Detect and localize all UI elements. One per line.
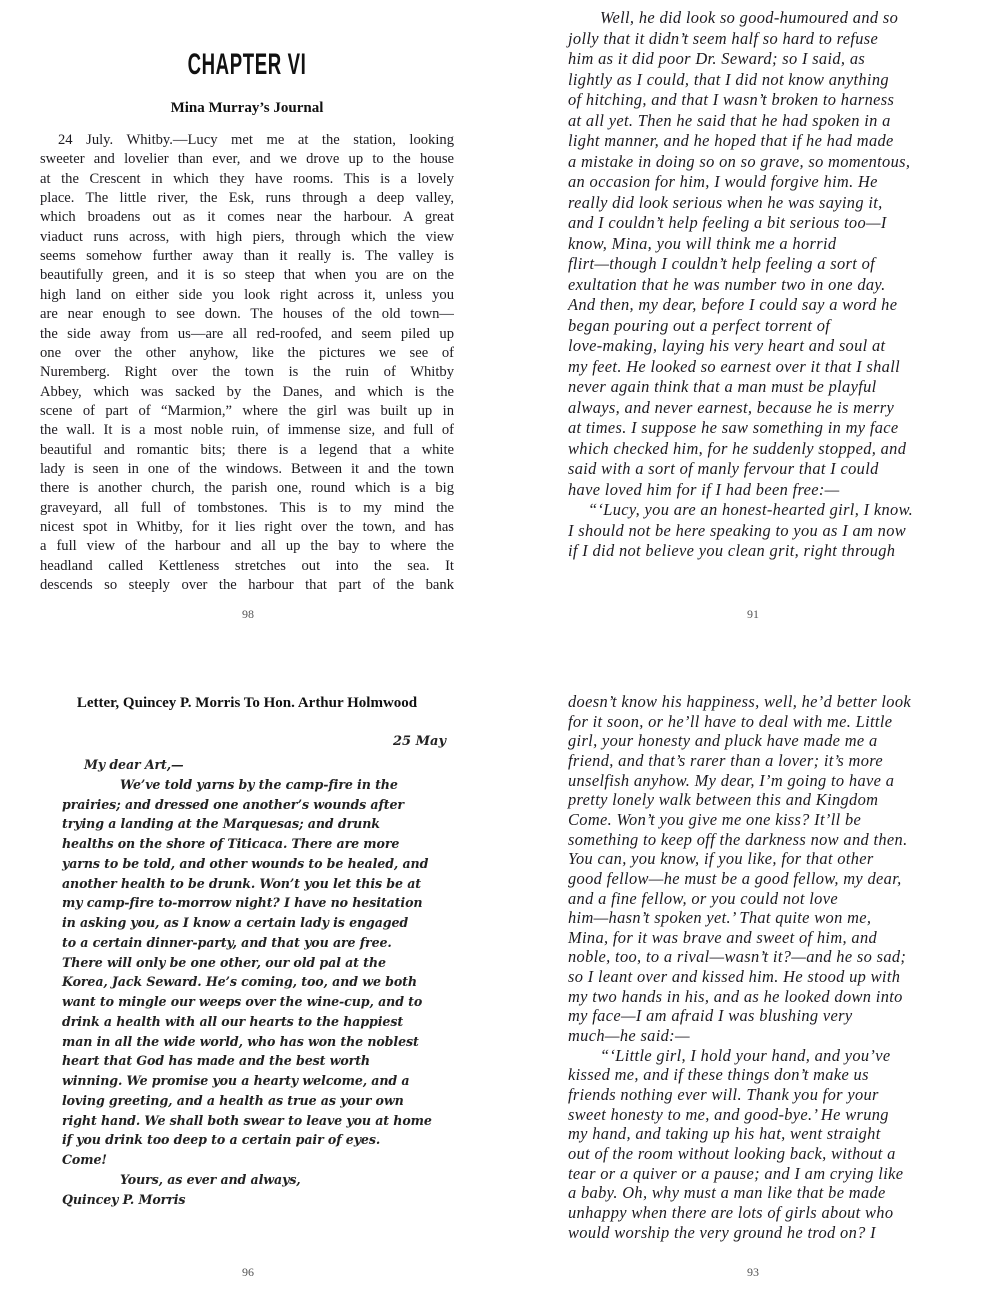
text-line: at times. I suppose he saw something in my face [568,418,899,437]
text-line: would worship the very ground he trod on? I [568,1222,876,1242]
letter-date: 25 May [393,734,446,749]
text-line: which broadens out as it comes near the harbour. A great [40,209,454,226]
page-number: 91 [747,607,759,621]
text-line: him—hasn’t spoken yet.’ That quite won me, [568,908,872,928]
text-line: if I did not believe you clean grit, right through [568,541,896,560]
text-line: a baby. Oh, why must a man like that be made [568,1183,886,1203]
text-line: There will only be one other, our old pal at the [62,954,386,970]
text-line: said with a sort of manly fervour that I could [568,459,879,478]
text-line: another health to be drunk. Won’t you let this be at [62,875,421,891]
text-line: of hitching, and that I wasn’t broken to harness [568,90,895,109]
text-line: loving greeting, and a health as true as your own [62,1092,404,1108]
text-line: lightly as I could, that I did not know anything [568,69,889,89]
text-line: beautifully green, and it is so steep that when you are on the [40,267,454,284]
text-line: heart that God has made and the best worth [62,1053,370,1069]
text-line: winning. We promise you a hearty welcome, and a [62,1073,410,1088]
text-line: drink a health with all our hearts to the happiest [62,1013,404,1029]
text-line: descends so steeply over the harbour that part of the bank [40,577,454,594]
text-line: jolly that it didn’t seem half so hard to refuse [568,28,879,48]
text-line: always, and never earnest, because he is merry [568,397,895,417]
text-line: man in all the wide world, who has won the noblest [62,1033,419,1049]
text-line: doesn’t know his happiness, well, he’d better look [568,692,911,711]
text-line: high land on either side you look right across it, unless you [40,286,454,303]
text-line: My dear Art,— [84,757,184,772]
text-line: unhappy when there are lots of girls about who [568,1202,894,1222]
text-line: my hand, and taking up his hat, went straight [568,1124,881,1144]
page-91 [568,0,948,640]
text-line: in asking you, as I know a certain lady is engaged [62,915,409,930]
text-line: nicest spot in Whitby, for it lies right over the town, and has [40,519,454,535]
text-line: something to keep off the darkness now and then. [568,829,908,849]
text-line: good fellow—he must be a good fellow, my dear, [568,868,902,888]
text-line: for it soon, or he’ll have to deal with me. Little [568,711,893,731]
text-line: Nuremberg. Right over the town is the ruin of Whitby [40,364,454,381]
text-line: Mina, for it was brave and sweet of him, and [568,927,878,947]
text-line: Quincey P. Morris [62,1191,186,1207]
text-line: headland called Kettleness stretches out into the sea. It [40,557,454,574]
text-line: know, Mina, you will think me a horrid [568,233,837,253]
text-line: really did look serious when he was saying it, [568,192,883,212]
text-line: pretty lonely walk between this and Kingdom [568,790,879,810]
text-line: have loved him for if I had been free:— [568,479,840,499]
text-line: yarns to be told, and other wounds to be healed, and [62,855,429,871]
text-line: him as it did poor Dr. Seward; so I said, as [568,49,866,68]
text-line: at the Crescent in which they have rooms. This is a lovely [40,170,454,187]
text-line: sweet honesty to me, and good-bye.’ He wrung [568,1104,889,1124]
page-93 [568,680,948,1291]
text-line: “‘Lucy, you are an honest-hearted girl, I know. [588,500,914,519]
text-line: love-making, laying his very heart and soul at [568,336,886,355]
text-line: flirt—though I couldn’t help feeling a sort of [568,254,876,273]
text-line: kissed me, and if these things don’t make us [568,1065,869,1085]
page-number: 96 [242,1265,254,1279]
text-line: graveyard, all full of tombstones. This is to my mind the [40,499,454,516]
text-line: 24 July. Whitby.—Lucy met me at the station, looking [58,132,454,148]
text-line: viaduct runs across, with high piers, through which the view [40,228,454,245]
text-line: out of the room without looking back, without a [568,1143,896,1163]
text-line: my feet. He looked so earnest over it that I shall [568,356,901,376]
text-line: beautiful and romantic bits; there is a legend that a white [40,441,454,458]
text-line: my camp-fire to-morrow night? I have no hesitation [62,895,423,911]
text-line: tear or a quiver or a pause; and I am crying like [568,1163,904,1183]
text-line: Come. Won’t you give me one kiss? It’ll be [568,809,862,829]
text-line: Well, he did look so good-humoured and so [600,8,899,27]
text-line: And then, my dear, before I could say a word he [568,295,898,314]
letter-heading: Letter, Quincey P. Morris To Hon. Arthur Holmwood [76,695,418,711]
text-line: “‘Little girl, I hold your hand, and you’ve [600,1045,891,1065]
text-line: Yours, as ever and always, [120,1171,301,1187]
text-line: if you drink too deep to a certain pair of eyes. [62,1132,381,1148]
text-line: seems somehow further away than it really is. The valley is [40,248,454,265]
text-line: there is another church, the parish one, round which is a big [40,480,454,497]
text-line: Korea, Jack Seward. He’s coming, too, and we both [62,974,417,990]
text-line: Abbey, which was sacked by the Danes, and which is the [40,383,454,400]
text-line: my two hands in his, and as he looked down into [568,986,903,1006]
text-line: friend, and that’s rarer than a lover; it’s more [568,750,884,770]
text-line: want to mingle our weeps over the wine-cup, and to [62,994,423,1009]
section-heading: Mina Murray’s Journal [170,100,324,116]
text-line: sweeter and lovelier than ever, and we drove up to the house [40,151,454,168]
text-line: We’ve told yarns by the camp-fire in the [120,776,398,792]
text-line: I should not be here speaking to you as I am now [568,520,907,540]
text-line: girl, your honesty and pluck have made me a [568,731,878,751]
text-line: healths on the shore of Titicaca. There are more [62,836,400,851]
text-line: and a fine fellow, or you could not love [568,888,838,908]
text-line: to a certain dinner-party, and that you are free. [62,934,392,950]
text-line: scene of part of “Marmion,” where the girl was built up in [40,402,454,419]
page-98 [40,0,454,640]
text-line: right hand. We shall both swear to leave you at home [62,1112,432,1128]
text-line: You can, you know, if you like, for that other [568,849,874,869]
text-line: light manner, and he hoped that if he had made [568,131,894,150]
text-line: place. The little river, the Esk, runs through a deep valley, [40,190,454,207]
text-line: trying a landing at the Marquesas; and drunk [62,816,380,832]
text-line: an occasion for him, I would forgive him. He [568,172,878,191]
text-line: a mistake in doing so on so grave, so momentous, [568,151,911,171]
text-line: at all yet. Then he said that he had spoken in a [568,110,891,130]
text-line: a full view of the harbour and all up the bay to where the [40,538,454,555]
text-line: one over the other anyhow, like the pictures we see of [40,344,454,361]
text-line: lady is seen in one of the windows. Between it and the town [40,460,454,477]
text-line: my face—I am afraid I was blushing very [568,1006,853,1026]
text-line: are near enough to see down. The houses of the old town— [40,306,454,323]
text-line: which checked him, for he suddenly stopped, and [568,438,907,458]
text-line: much—he said:— [568,1026,690,1046]
text-line: and I couldn’t help feeling a bit serious too—I [568,213,887,232]
text-line: began pouring out a perfect torrent of [568,315,831,335]
text-line: friends nothing ever will. Thank you for your [568,1085,879,1104]
text-line: never again think that a man must be playful [568,377,877,396]
page-96 [40,680,454,1291]
text-line: unselfish anyhow. My dear, I’m going to have a [568,770,895,790]
text-line: noble, too, to a rival—wasn’t it?—and he so sad; [568,947,907,967]
chapter-title: CHAPTER VI [187,48,307,81]
text-line: the side away from us—are all red-roofed, and seem piled up [40,325,454,342]
text-line: the wall. It is a most noble ruin, of immense size, and full of [40,422,454,439]
page-number: 93 [747,1265,759,1279]
text-line: prairies; and dressed one another’s wounds after [62,796,404,812]
text-line: exultation that he was number two in one day. [568,274,886,294]
text-line: so I leant over and kissed him. He stood up with [568,967,901,987]
page-number: 98 [242,607,254,621]
text-line: Come! [62,1152,107,1167]
